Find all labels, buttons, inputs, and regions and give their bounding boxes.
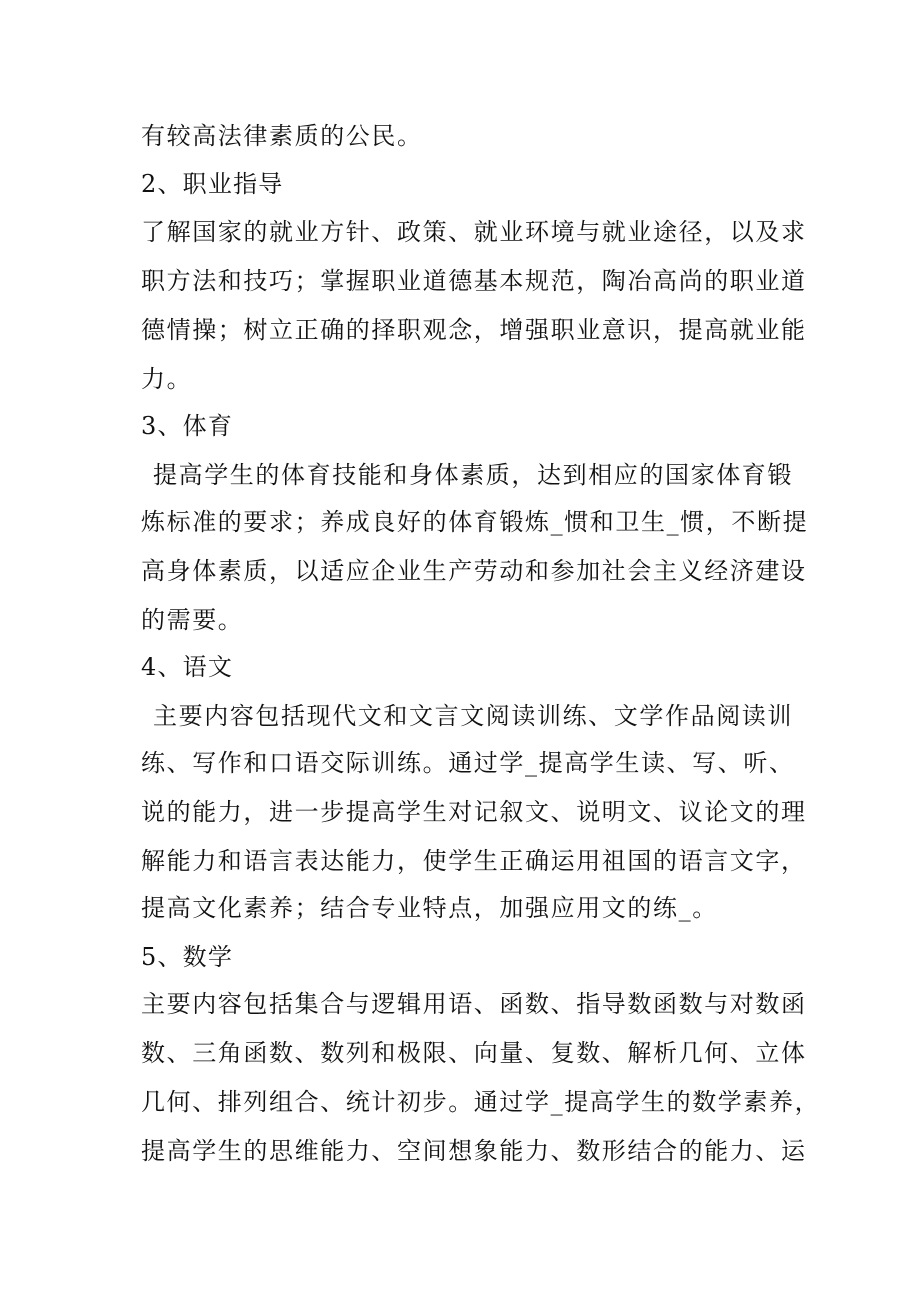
section-heading: 3、体育 <box>141 412 234 440</box>
section-heading: 2、职业指导 <box>141 170 284 198</box>
text-line: 数、三角函数、数列和极限、向量、复数、解析几何、立体 <box>141 1039 807 1067</box>
text-line: 高身体素质，以适应企业生产劳动和参加社会主义经济建设 <box>141 557 807 585</box>
text-line: 有较高法律素质的公民。 <box>141 122 423 150</box>
text-line: 说的能力，进一步提高学生对记叙文、说明文、议论文的理 <box>141 798 807 826</box>
text-line: 职方法和技巧；掌握职业道德基本规范，陶冶高尚的职业道 <box>141 267 807 295</box>
text-line: 的需要。 <box>141 606 244 634</box>
section-heading: 5、数学 <box>141 943 234 971</box>
text-line: 炼标准的要求；养成良好的体育锻炼_惯和卫生_惯，不断提 <box>141 508 809 536</box>
text-line: 提高学生的思维能力、空间想象能力、数形结合的能力、运 <box>141 1137 807 1165</box>
text-line: 提高文化素养；结合专业特点，加强应用文的练_。 <box>141 894 718 922</box>
text-line: 提高学生的体育技能和身体素质，达到相应的国家体育锻 <box>153 461 793 489</box>
text-line: 德情操；树立正确的择职观念，增强职业意识，提高就业能 <box>141 316 807 344</box>
text-line: 几何、排列组合、统计初步。通过学_提高学生的数学素养， <box>141 1088 821 1116</box>
section-heading: 4、语文 <box>141 653 234 681</box>
text-line: 主要内容包括集合与逻辑用语、函数、指导数函数与对数函 <box>141 990 807 1018</box>
text-line: 练、写作和口语交际训练。通过学_提高学生读、写、听、 <box>141 749 795 777</box>
text-line: 了解国家的就业方针、政策、就业环境与就业途径，以及求 <box>141 218 807 246</box>
text-line: 解能力和语言表达能力，使学生正确运用祖国的语言文字， <box>141 847 807 875</box>
text-line: 力。 <box>141 365 193 393</box>
text-line: 主要内容包括现代文和文言文阅读训练、文学作品阅读训 <box>153 702 793 730</box>
